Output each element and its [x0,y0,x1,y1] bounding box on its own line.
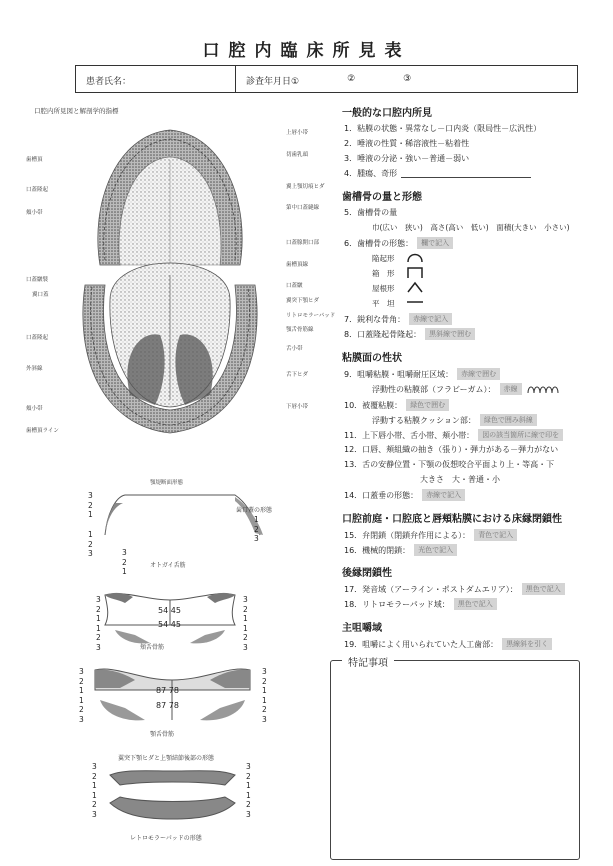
tooth-numbers-upper: 54 45 [158,606,181,615]
label-buccal-frenum-lower: 頬小帯 [26,406,43,412]
label-crest-line: 歯槽頂ライン [26,428,59,434]
section-alveolar: 歯槽骨の量と形態 [342,192,422,203]
item-10b: 浮動する粘膜クッション部： 緑色で囲み斜線 [372,414,537,426]
item-15: 15．弁閉鎖（閉鎖弁作用による）： 青色で記入 [344,529,517,541]
retromolar-caption: レトロモラーパッドの形態 [130,835,202,842]
cross-section-nums-lower: 1 2 3 [88,530,93,558]
shape-flat[interactable]: 平 坦 [372,299,395,308]
item-2: 2．唾液の性質・稀溶液性－粘着性 [344,139,470,148]
section-vestibule: 口腔前庭・口腔底と唇頬粘膜における床縁閉鎖性 [342,514,562,525]
retromolar-pad-diagram [100,765,245,825]
label-pterygomandibular-fold: 翼突下顎ヒダ [286,298,320,304]
shape-box[interactable]: 箱 形 [372,269,395,278]
genioglossus-label: オトガイ舌筋 [150,562,186,569]
tooth-numbers-lower-2: 87 78 [156,701,179,710]
section-general: 一般的な口腔内所見 [342,108,432,119]
label-mylohyoid-line: 顎舌骨筋線 [286,327,314,333]
label-median-raphe: 第中口蓋縫線 [286,205,320,211]
item-14: 14．口蓋垂の形態： 赤線で記入 [344,489,465,501]
item-13b: 大きさ 大・普通・小 [420,475,500,484]
item-1: 1．粘膜の状態・異常なし－口内炎（限局性－広汎性） [344,124,542,133]
ridge-lower-nums-left: 3 2 1 1 2 3 [79,667,84,724]
oral-cavity-illustration [60,115,280,445]
item-7: 7．鋭利な骨角： 赤線で記入 [344,313,452,325]
patient-header [75,65,578,93]
label-alveolar-crest: 歯槽頂 [26,157,43,163]
mylohyoid-label: 顎舌骨筋 [150,731,175,738]
item-10: 10．被覆粘膜： 緑色で囲む [344,399,449,411]
exam-date-label-2: ② [347,74,356,84]
label-upper-labial-frenum: 上唇小帯 [286,130,309,136]
label-palatal-rugae: 口蓋皺襞 [26,277,49,283]
label-retromolar-pad: リトロモラーパッド [286,313,336,319]
item-3: 3．唾液の分泌・強い－普通－弱い [344,154,470,163]
otogai-nums: 3 2 1 [122,548,127,576]
shape-icons [405,250,425,306]
label-torus-lower: 口蓋隆起 [26,335,49,341]
ridge-upper-nums-left: 3 2 1 1 2 3 [96,595,101,652]
label-palatal-rugae-right: 口蓋皺 [286,283,303,289]
label-sublingual-fold: 舌下ヒダ [286,372,309,378]
section-mucosa: 粘膜面の性状 [342,353,402,364]
label-pterygoid: 翼口蓋 [32,292,49,298]
flabby-gum-icon [526,384,566,394]
buccinator-label: 頬舌骨筋 [140,644,165,651]
section-posterior-seal: 後縁閉鎖性 [342,568,392,579]
item-5: 5．歯槽骨の量 [344,208,398,217]
page-title: 口腔内臨床所見表 [202,41,411,61]
item-19: 19．咀嚼によく用いられていた人工歯部： 黒線斜を引く [344,638,552,650]
retromolar-nums-left: 3 2 1 1 2 3 [92,762,97,819]
item-6: 6．歯槽骨の形態： 欄で記入 [344,237,453,249]
special-notes-label: 特記事項 [342,654,394,669]
label-palatal-torus: 口蓋隆起 [26,187,49,193]
label-external-oblique: 外斜線 [26,366,43,372]
exam-date-field[interactable] [236,66,577,92]
label-palatal-gland: 口蓋腺開口部 [286,240,320,246]
item-11: 11．上下唇小帯、舌小帯、頬小帯： 図の該当箇所に線で印を [344,429,563,441]
patient-name-label: 患者氏名： [86,77,132,87]
shape-roof[interactable]: 屋根形 [372,284,395,293]
tooth-numbers-lower: 87 78 [156,686,179,695]
label-lingual-frenum: 舌小帯 [286,346,303,352]
pterygomandibular-caption: 翼突下顎ヒダと上顎結節後部の形態 [118,755,215,762]
retromolar-nums-right: 3 2 1 1 2 3 [246,762,251,819]
exam-date-label-1: 診査年月日① [246,77,300,87]
item-17: 17．発音域（アーライン・ポストダムエリア）： 黒色で記入 [344,583,565,595]
label-buccal-frenum-upper: 頬小帯 [26,210,43,216]
item-18: 18．リトロモラーパッド域： 黒色で記入 [344,598,497,610]
item-13: 13．舌の安静位置・下顎の仮想咬合平面より上・等高・下 [344,460,555,469]
section-mastication: 主咀嚼域 [342,623,382,634]
cross-section-title: 顎堤断面形態 [150,480,184,486]
shape-rounded[interactable]: 陥起形 [372,254,395,263]
exam-date-label-3: ③ [403,74,412,84]
label-lower-labial-frenum: 下唇小帯 [286,404,309,410]
patient-name-field[interactable] [76,66,236,92]
item-16: 16．機械的閉鎖： 光色で記入 [344,544,457,556]
item-8: 8．口蓋隆起骨隆起： 黒斜線で囲む [344,328,475,340]
item-5-options[interactable]: 巾(広い 狭い) 高さ(高い 低い) 面積(大きい 小さい) [372,223,570,232]
item-9: 9．咀嚼粘膜・咀嚼耐圧区域： 赤線で囲む [344,368,500,380]
item-4: 4．腫瘍、奇形 [344,168,531,179]
figure-title: 口腔内所見図と解剖学的指標 [34,107,119,115]
ridge-lower-nums-right: 3 2 1 1 2 3 [262,667,267,724]
label-pterygomaxillary-fold: 翼上顎切痕ヒダ [286,184,325,190]
cross-section-nums-right: 1 2 3 [254,515,259,543]
special-notes-box[interactable] [330,660,580,860]
item-9b: 浮動性の粘膜部（フラビーガム）： 赤線 [372,383,566,395]
tooth-numbers-upper-2: 54 45 [158,620,181,629]
item-12: 12．口唇、頬組織の抽き（張り）・弾力がある－弾力がない [344,445,559,454]
label-incisive-papilla: 切歯乳頭 [286,152,309,158]
ridge-upper-nums-right: 3 2 1 1 2 3 [243,595,248,652]
cross-section-nums-left: 3 2 1 [88,491,93,519]
palate-shape-label: 歯口蓋の形態 [236,507,273,514]
label-crest-line-right: 歯槽頂線 [286,262,309,268]
